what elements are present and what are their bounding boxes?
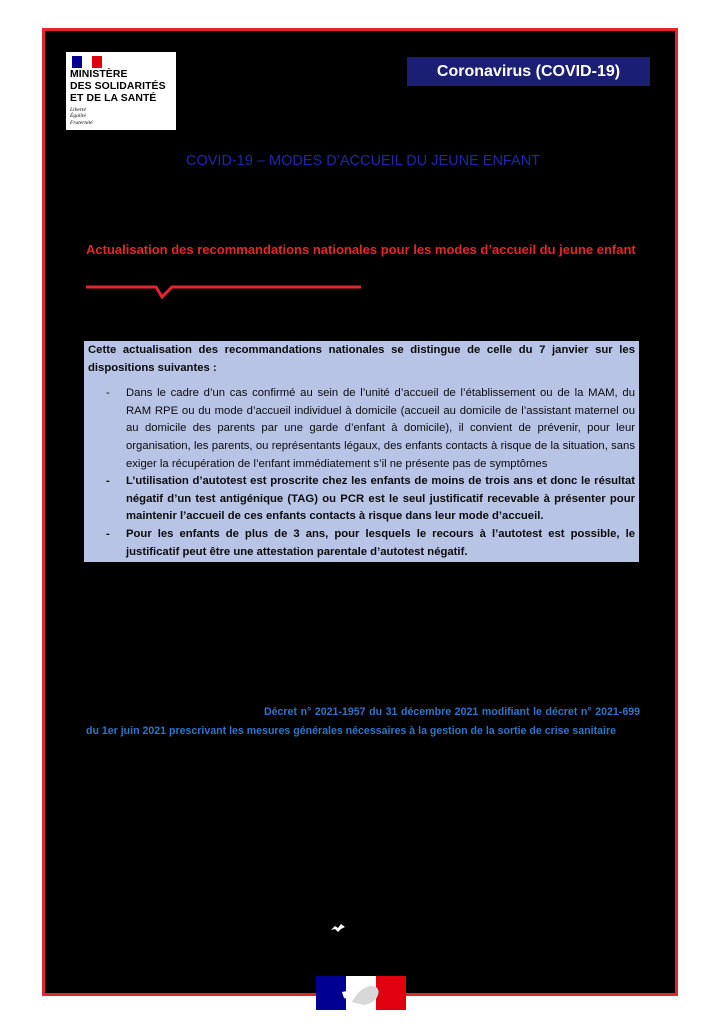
summary-intro: Cette actualisation des recommandations nationales se distingue de celle du 7 janvier sur les dispositions suivantes : — [88, 344, 635, 374]
ministry-name — [70, 69, 174, 105]
motto-line: Liberté — [70, 107, 86, 113]
decree-reference: Décret n° 2021-1957 du 31 décembre 2021 modifiant le décret n° 2021-699 du 1er juin 2021 prescrivant les mesures générales nécessaires à la gestion de la sortie de crise sanitaire — [86, 706, 640, 737]
motto-line: Égalité — [70, 113, 86, 120]
ministry-line: DES SOLIDARITÉS — [70, 81, 166, 92]
list-item: - Dans le cadre d’un cas confirmé au sein de l’unité d’accueil de l’établissement ou de la MAM, du RAM RPE ou du mode d’accueil individuel à domicile (accueil au domicile de l’assistant maternel ou au domicile des parents par une garde d’enfant à domicile), il convient de prévenir, pour leur organisation, les parents, ou représentants légaux, des enfants contacts à risque de la situation, sans exiger la récupération de l’enfant immédiatement s’il ne présente pas de symptômes — [126, 385, 635, 473]
covid-banner: Coronavirus (COVID-19) — [407, 57, 650, 86]
ministry-line: MINISTÈRE — [70, 69, 128, 80]
motto-line: Fraternité — [70, 119, 93, 126]
section-heading: Actualisation des recommandations nationales pour les modes d’accueil du jeune enfant — [86, 242, 636, 257]
summary-box — [84, 341, 639, 562]
marianne-flag-icon — [316, 976, 406, 1010]
page-title: COVID-19 – MODES D’ACCUEIL DU JEUNE ENFANT — [186, 153, 540, 169]
republic-flag-icon — [72, 56, 102, 68]
marianne-mark-icon — [330, 923, 346, 933]
ministry-logo — [66, 52, 176, 130]
speech-callout-underline — [86, 281, 366, 301]
republic-motto — [70, 107, 93, 126]
ministry-line: ET DE LA SANTÉ — [70, 93, 157, 104]
list-item: - L’utilisation d’autotest est proscrite chez les enfants de moins de trois ans et donc le résultat négatif d’un test antigénique (TAG) ou PCR est le seul justificatif recevable à présenter pour maintenir l’accueil de ces enfants contacts à risque dans leur mode d’accueil. — [126, 473, 635, 526]
list-item: - Pour les enfants de plus de 3 ans, pour lesquels le recours à l’autotest est possible, le justificatif peut être une attestation parentale d’autotest négatif. — [126, 526, 635, 561]
summary-list — [88, 385, 635, 561]
